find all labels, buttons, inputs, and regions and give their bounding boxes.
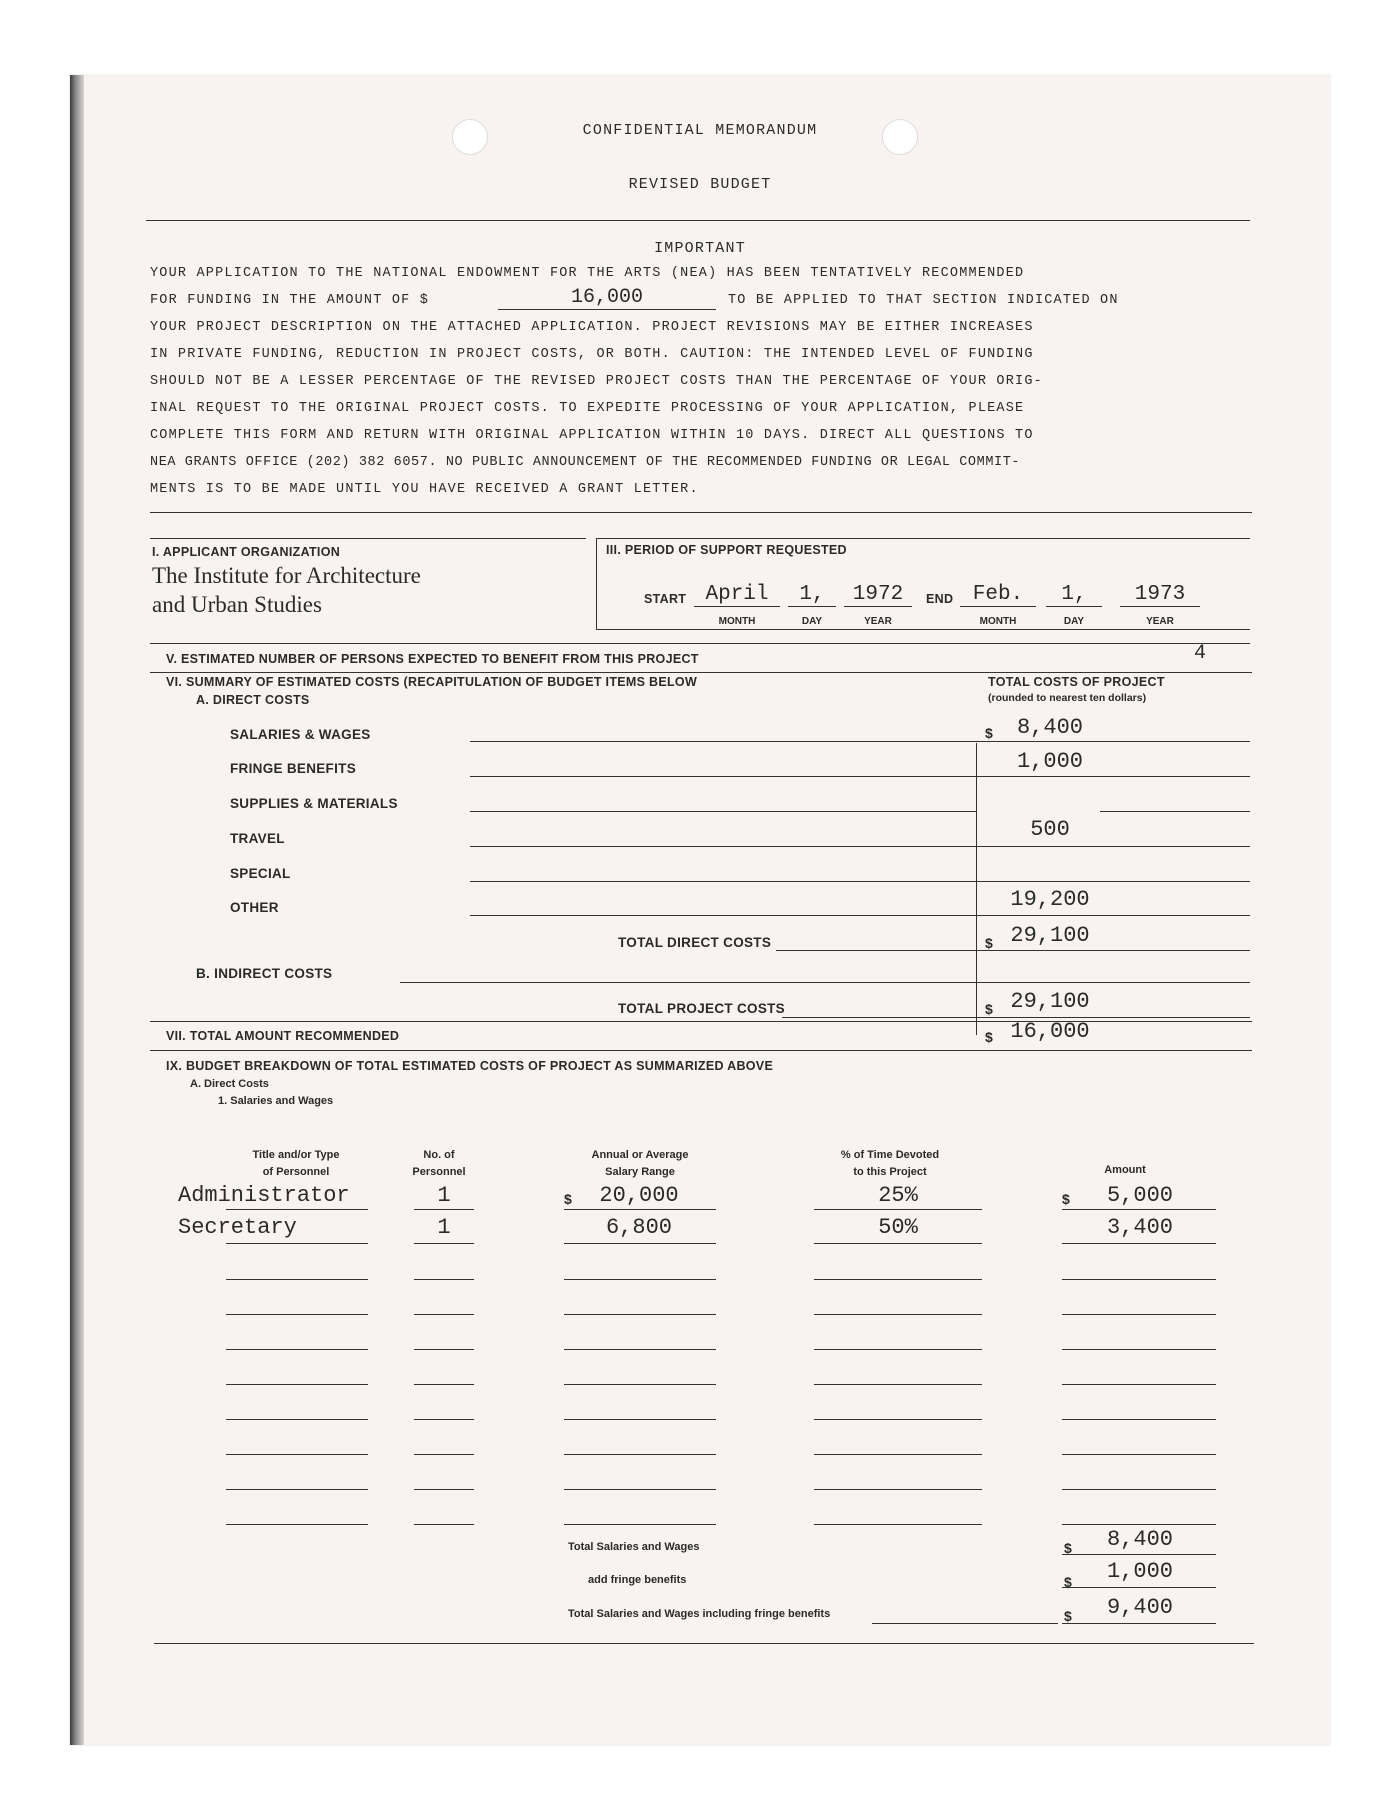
item-fringe-label: FRINGE BENEFITS [230,761,357,776]
blank-entry-line [1062,1454,1216,1455]
total-project-value: 29,100 [1010,989,1090,1014]
recommended-label: VII. TOTAL AMOUNT RECOMMENDED [166,1029,400,1043]
entry-line [414,1209,474,1210]
item-line [470,915,976,916]
important-heading: IMPORTANT [654,240,746,257]
start-year-caption: YEAR [864,616,892,627]
end-month-caption: MONTH [979,616,1017,627]
blank-entry-line [564,1384,716,1385]
start-month-caption: MONTH [718,616,756,627]
blank-entry-line [814,1454,982,1455]
item-line [976,846,1250,847]
end-day: 1, [1046,583,1102,607]
memo-subtitle: REVISED BUDGET [628,176,772,193]
item-salaries-label: SALARIES & WAGES [230,727,371,742]
end-year-caption: YEAR [1146,616,1174,627]
dollar-sign: $ [985,935,993,951]
blank-entry-line [1062,1489,1216,1490]
item-line [782,1017,976,1018]
entry-line [1062,1554,1216,1555]
blank-entry-line [814,1314,982,1315]
end-year: 1973 [1120,583,1200,607]
blank-entry-line [414,1384,474,1385]
entry-line [1062,1209,1216,1210]
item-line [776,950,976,951]
persons-value: 4 [1194,642,1207,665]
dollar-sign: $ [1062,1191,1070,1207]
blank-entry-line [226,1419,368,1420]
item-other-value: 19,200 [1010,887,1090,912]
important-line: YOUR PROJECT DESCRIPTION ON THE ATTACHED APPLICATION. PROJECT REVISIONS MAY BE EITHER INCREASES [150,320,1034,335]
period-label: III. PERIOD OF SUPPORT REQUESTED [606,543,847,557]
entry-line [814,1243,982,1244]
personnel-count: 1 [437,1183,451,1208]
blank-entry-line [564,1524,716,1525]
total-incl-value: 9,400 [1106,1595,1173,1620]
dollar-sign: $ [985,1029,993,1045]
personnel-time: 25% [878,1183,918,1208]
important-line: NEA GRANTS OFFICE (202) 382 6057. NO PUBLIC ANNOUNCEMENT OF THE RECOMMENDED FUNDING OR LEGAL COMMIT- [150,455,1021,470]
fringe-label: add fringe benefits [588,1574,687,1586]
breakdown-sub-a: A. Direct Costs [190,1078,269,1090]
blank-entry-line [814,1419,982,1420]
blank-entry-line [564,1349,716,1350]
item-line [470,741,976,742]
blank-entry-line [564,1454,716,1455]
important-line: INAL REQUEST TO THE ORIGINAL PROJECT COSTS. TO EXPEDITE PROCESSING OF YOUR APPLICATION, PLEASE [150,401,1025,416]
divider [596,538,597,629]
direct-costs-label: A. DIRECT COSTS [196,693,310,707]
divider [150,1050,1252,1051]
blank-entry-line [814,1524,982,1525]
dollar-sign: $ [564,1191,572,1207]
item-line [976,915,1250,916]
item-line [470,881,976,882]
funding-amount-prefix: FOR FUNDING IN THE AMOUNT OF $ [150,293,430,308]
end-month: Feb. [960,583,1036,607]
start-month: April [694,583,780,607]
entry-line [564,1209,716,1210]
blank-entry-line [1062,1349,1216,1350]
recommended-value: 16,000 [1010,1019,1090,1044]
entry-line [414,1243,474,1244]
item-line [470,846,976,847]
item-salaries-value: 8,400 [1016,715,1083,740]
item-line [976,741,1250,742]
col-header-title: Title and/or Type of Personnel [252,1149,340,1178]
blank-entry-line [414,1279,474,1280]
entry-line [872,1623,1058,1624]
blank-entry-line [414,1314,474,1315]
memo-title: CONFIDENTIAL MEMORANDUM [582,122,818,139]
personnel-title: Administrator [178,1183,350,1208]
entry-line [1062,1623,1216,1624]
personnel-salary: 20,000 [599,1183,679,1208]
start-day: 1, [788,583,836,607]
blank-entry-line [226,1349,368,1350]
blank-entry-line [226,1454,368,1455]
blank-entry-line [564,1489,716,1490]
total-direct-value: 29,100 [1010,923,1090,948]
blank-entry-line [814,1279,982,1280]
blank-entry-line [814,1349,982,1350]
end-day-caption: DAY [1063,616,1085,627]
blank-entry-line [226,1384,368,1385]
blank-entry-line [1062,1384,1216,1385]
total-salaries-value: 8,400 [1106,1527,1173,1552]
blank-entry-line [814,1489,982,1490]
start-day-caption: DAY [801,616,823,627]
divider [150,538,586,539]
important-line: TO BE APPLIED TO THAT SECTION INDICATED ON [728,293,1119,308]
entry-line [1062,1587,1216,1588]
blank-entry-line [414,1349,474,1350]
item-travel-value: 500 [1030,817,1070,842]
dollar-sign: $ [1064,1540,1072,1556]
total-direct-label: TOTAL DIRECT COSTS [618,935,772,950]
personnel-salary: 6,800 [605,1215,672,1240]
persons-label: V. ESTIMATED NUMBER OF PERSONS EXPECTED TO BENEFIT FROM THIS PROJECT [166,652,699,666]
item-line [976,1017,1250,1018]
item-other-label: OTHER [230,900,279,915]
item-line [470,811,976,812]
blank-entry-line [414,1524,474,1525]
divider [150,512,1252,513]
personnel-amount: 3,400 [1106,1215,1173,1240]
item-travel-label: TRAVEL [230,831,285,846]
divider [150,643,586,644]
start-year: 1972 [844,583,912,607]
applicant-label: I. APPLICANT ORGANIZATION [152,545,341,559]
item-line [1100,811,1250,812]
blank-entry-line [1062,1419,1216,1420]
blank-entry-line [226,1314,368,1315]
personnel-title: Secretary [178,1215,297,1240]
blank-entry-line [564,1279,716,1280]
item-line [470,776,976,777]
item-line [976,776,1250,777]
blank-entry-line [814,1384,982,1385]
col-header-count: No. of Personnel [412,1149,466,1178]
total-project-label: TOTAL PROJECT COSTS [618,1001,785,1016]
blank-entry-line [414,1489,474,1490]
document-page [70,75,1330,1745]
blank-entry-line [564,1314,716,1315]
item-fringe-value: 1,000 [1016,749,1083,774]
breakdown-sub-1: 1. Salaries and Wages [218,1095,334,1107]
applicant-name-line1: The Institute for Architecture [152,563,421,588]
important-line: MENTS IS TO BE MADE UNTIL YOU HAVE RECEIVED A GRANT LETTER. [150,482,699,497]
dollar-sign: $ [1064,1608,1072,1624]
divider [976,743,977,1035]
blank-entry-line [1062,1279,1216,1280]
col-header-time: % of Time Devoted to this Project [840,1149,940,1178]
blank-entry-line [1062,1314,1216,1315]
important-line: COMPLETE THIS FORM AND RETURN WITH ORIGINAL APPLICATION WITHIN 10 DAYS. DIRECT ALL QUESTIONS TO [150,428,1034,443]
start-label: START [644,592,687,606]
important-line: YOUR APPLICATION TO THE NATIONAL ENDOWMENT FOR THE ARTS (NEA) HAS BEEN TENTATIVELY RECOMMENDED [150,266,1025,281]
item-line [976,881,1250,882]
divider [596,629,1250,630]
important-line: SHOULD NOT BE A LESSER PERCENTAGE OF THE REVISED PROJECT COSTS THAN THE PERCENTAGE OF YOUR ORIG- [150,374,1043,389]
funding-amount-value: 16,000 [498,286,716,310]
dollar-sign: $ [985,1001,993,1017]
blank-entry-line [564,1419,716,1420]
breakdown-label: IX. BUDGET BREAKDOWN OF TOTAL ESTIMATED COSTS OF PROJECT AS SUMMARIZED ABOVE [166,1059,774,1073]
dollar-sign: $ [1064,1574,1072,1590]
blank-entry-line [226,1279,368,1280]
divider [146,220,1250,221]
personnel-time: 50% [878,1215,918,1240]
entry-line [226,1243,368,1244]
entry-line [564,1243,716,1244]
divider [586,643,1250,644]
entry-line [226,1209,368,1210]
divider [154,1643,1254,1644]
item-supplies-label: SUPPLIES & MATERIALS [230,796,398,811]
end-label: END [926,592,954,606]
blank-entry-line [414,1419,474,1420]
blank-entry-line [1062,1524,1216,1525]
blank-entry-line [226,1489,368,1490]
personnel-count: 1 [437,1215,451,1240]
total-salaries-label: Total Salaries and Wages [568,1541,700,1553]
blank-entry-line [414,1454,474,1455]
divider [150,672,1252,673]
col-header-amount: Amount [1104,1164,1146,1176]
important-line: IN PRIVATE FUNDING, REDUCTION IN PROJECT COSTS, OR BOTH. CAUTION: THE INTENDED LEVEL OF FUNDING [150,347,1034,362]
scan-edge-shadow [70,75,84,1745]
entry-line [814,1209,982,1210]
dollar-sign: $ [985,725,993,741]
summary-label: VI. SUMMARY OF ESTIMATED COSTS (RECAPITULATION OF BUDGET ITEMS BELOW [166,675,698,689]
applicant-name-line2: and Urban Studies [152,592,322,617]
blank-entry-line [226,1524,368,1525]
col-header-salary: Annual or Average Salary Range [591,1149,689,1178]
entry-line [1062,1243,1216,1244]
divider [596,538,1250,539]
total-costs-note: (rounded to nearest ten dollars) [988,692,1147,704]
total-costs-header: TOTAL COSTS OF PROJECT [988,675,1165,689]
item-line [400,982,1250,983]
indirect-costs-label: B. INDIRECT COSTS [196,966,333,981]
fringe-value: 1,000 [1106,1559,1173,1584]
item-special-label: SPECIAL [230,866,291,881]
item-line [976,950,1250,951]
personnel-amount: 5,000 [1106,1183,1173,1208]
total-incl-label: Total Salaries and Wages including fringe benefits [568,1608,831,1620]
